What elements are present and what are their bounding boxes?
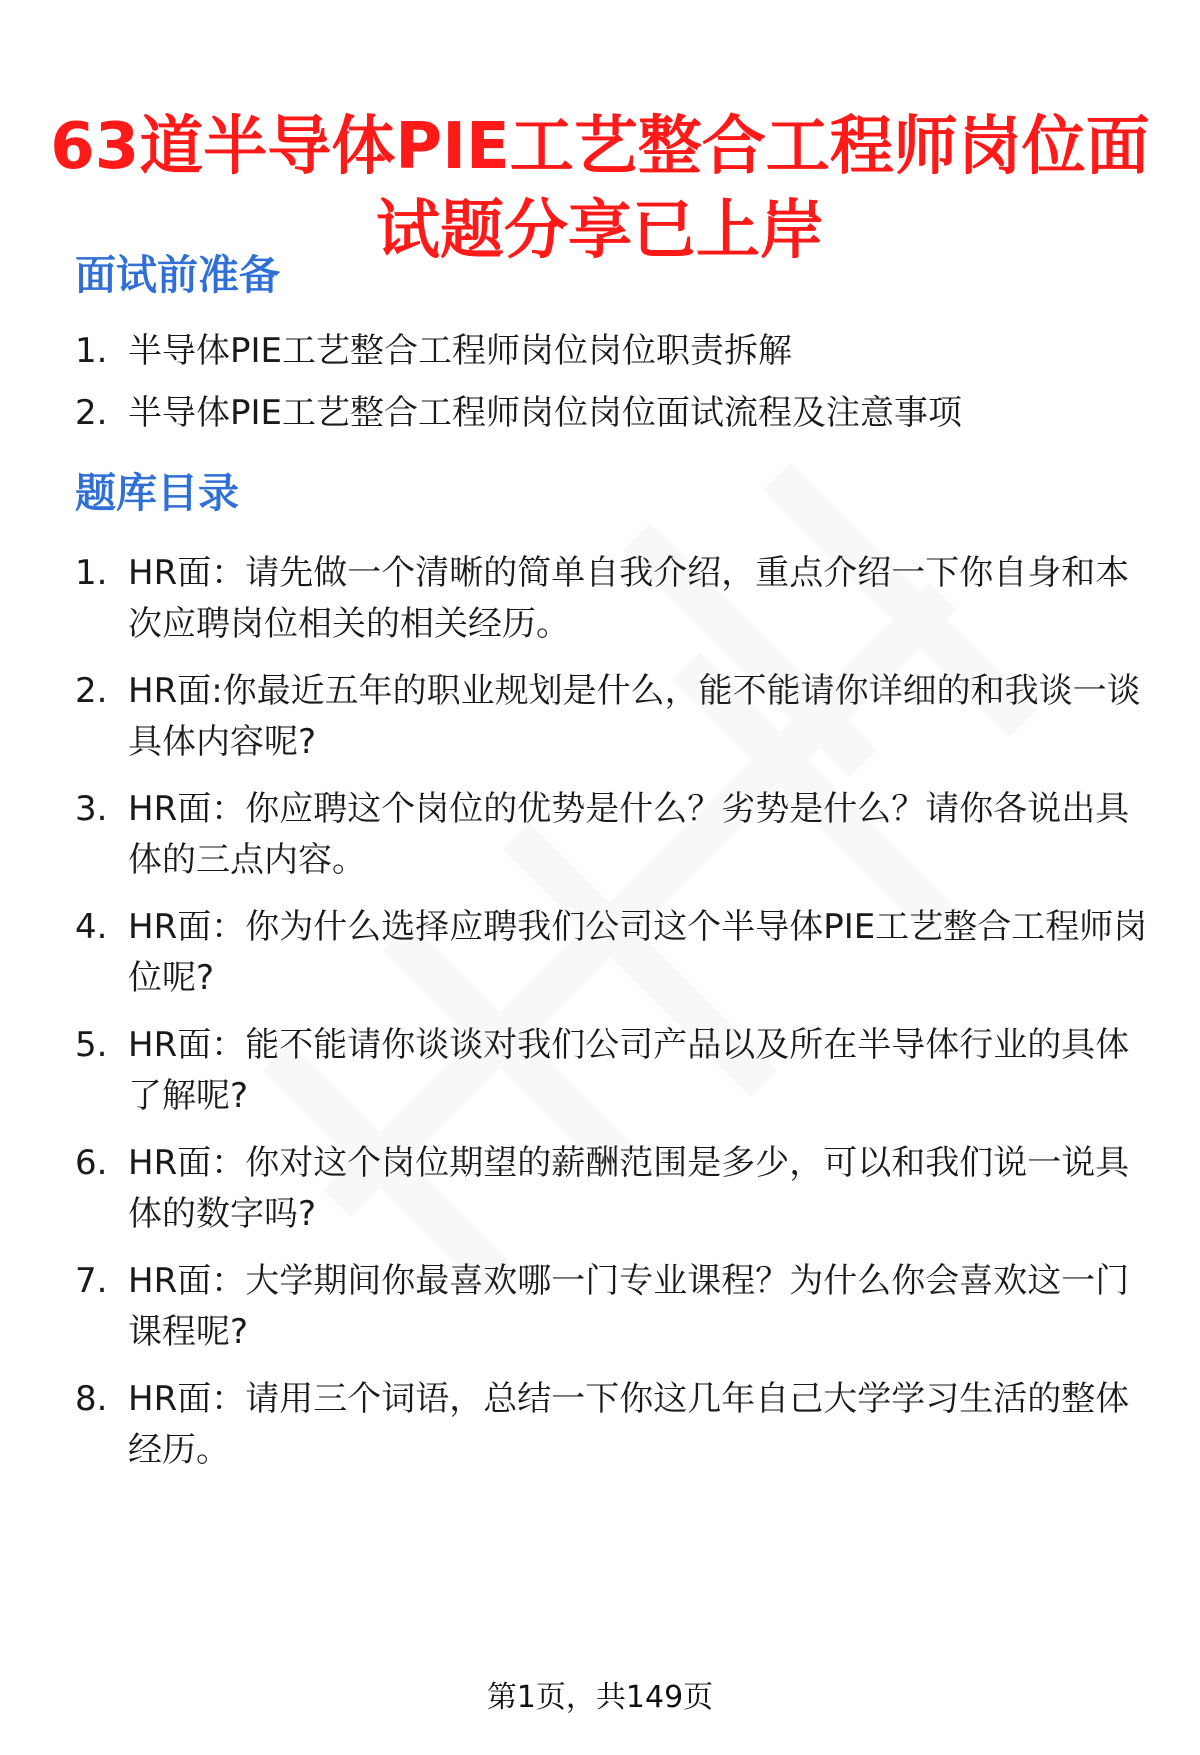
item-text: HR面：你应聘这个岗位的优势是什么？劣势是什么？请你各说出具体的三点内容。 xyxy=(128,789,1130,880)
item-text: HR面：请用三个词语，总结一下你这几年自己大学学习生活的整体经历。 xyxy=(128,1379,1130,1470)
item-number: 3. xyxy=(75,789,108,829)
page-footer: 第1页，共149页 xyxy=(486,1680,714,1715)
item-text: HR面：你为什么选择应聘我们公司这个半导体PIE工艺整合工程师岗位呢? xyxy=(128,907,1148,998)
page-title: 63道半导体PIE工艺整合工程师岗位面试题分享已上岸 xyxy=(50,109,1150,268)
item-number: 6. xyxy=(75,1143,108,1183)
item-text: HR面:你最近五年的职业规划是什么，能不能请你详细的和我谈一谈具体内容呢? xyxy=(128,671,1141,762)
item-number: 2. xyxy=(75,393,108,433)
item-number: 4. xyxy=(75,907,108,947)
item-number: 5. xyxy=(75,1025,108,1065)
item-text: 半导体PIE工艺整合工程师岗位岗位面试流程及注意事项 xyxy=(128,393,963,433)
item-number: 7. xyxy=(75,1261,108,1301)
item-number: 1. xyxy=(75,553,108,593)
item-text: HR面：请先做一个清晰的简单自我介绍，重点介绍一下你自身和本次应聘岗位相关的相关经历。 xyxy=(128,553,1130,644)
item-number: 1. xyxy=(75,331,108,371)
item-number: 2. xyxy=(75,671,108,711)
item-text: 半导体PIE工艺整合工程师岗位岗位职责拆解 xyxy=(128,331,793,371)
item-text: HR面：你对这个岗位期望的薪酬范围是多少，可以和我们说一说具体的数字吗? xyxy=(128,1143,1130,1234)
section-heading-bank: 题库目录 xyxy=(75,469,239,517)
item-text: HR面：能不能请你谈谈对我们公司产品以及所在半导体行业的具体了解呢? xyxy=(128,1025,1130,1116)
item-text: HR面：大学期间你最喜欢哪一门专业课程？为什么你会喜欢这一门课程呢? xyxy=(128,1261,1130,1352)
section-heading-prep: 面试前准备 xyxy=(75,251,280,299)
item-number: 8. xyxy=(75,1379,108,1419)
